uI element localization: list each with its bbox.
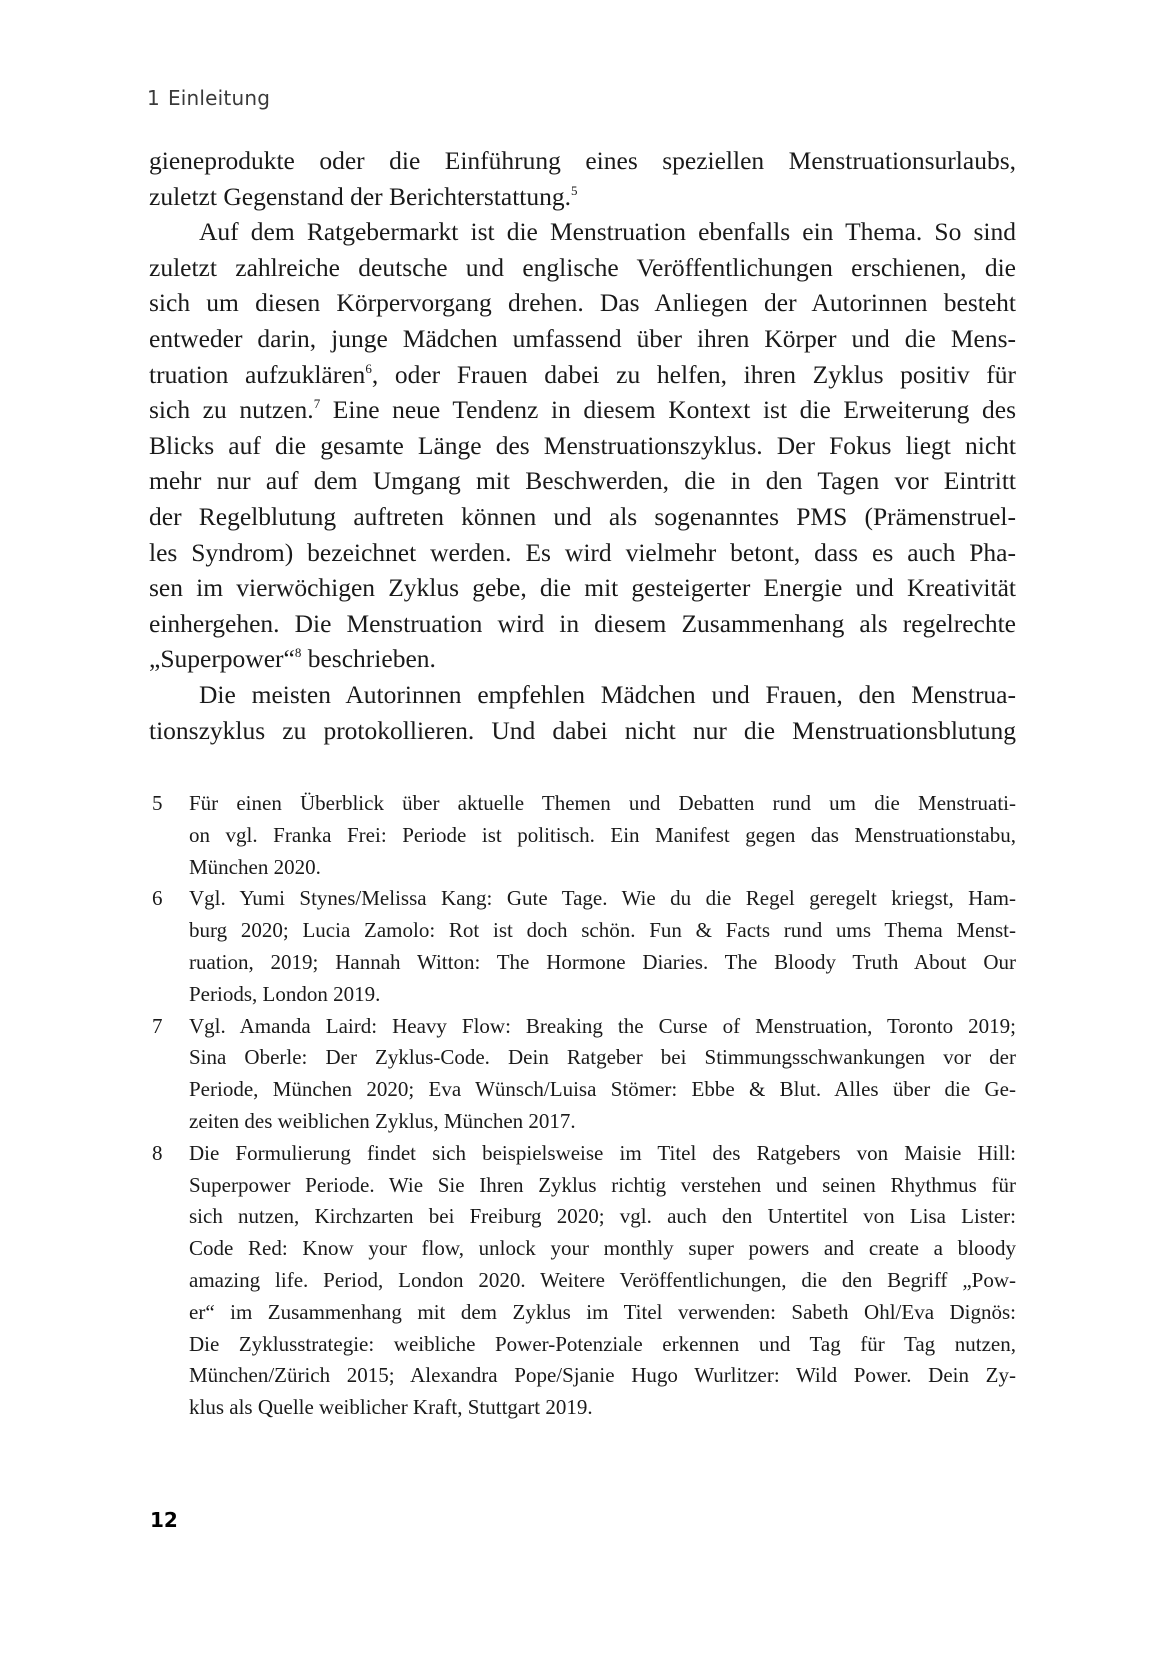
footnote-line: Die Zyklusstrategie: weibliche Power-Potenziale erkennen und Tag für Tag nutzen,	[189, 1331, 1016, 1356]
body-line-text: „Superpower“	[149, 644, 295, 674]
footnote-line: zeiten des weiblichen Zyklus, München 2017.	[189, 1108, 576, 1133]
body-line	[149, 570, 1016, 606]
footnote-number: 8	[152, 1140, 163, 1165]
footnote-line: ruation, 2019; Hannah Witton: The Hormone Diaries. The Bloody Truth About Our	[189, 949, 1016, 974]
footnote-reference[interactable]: 5	[571, 182, 578, 198]
footnote-5	[149, 788, 1016, 883]
footnote-number: 5	[152, 791, 163, 815]
footnote-line: Für einen Überblick über aktuelle Themen und Debatten rund um die Menstruati-	[189, 791, 1016, 815]
footnote-line: klus als Quelle weiblicher Kraft, Stuttgart 2019.	[189, 1395, 593, 1420]
body-line-text: Eine neue Tendenz in diesem Kontext ist die Erweiterung des	[320, 395, 1017, 425]
chapter-title: Einleitung	[167, 86, 271, 110]
footnote-line: er“ im Zusammenhang mit dem Zyklus im Titel verwenden: Sabeth Ohl/Eva Dignös:	[189, 1299, 1016, 1324]
footnote-line: Sina Oberle: Der Zyklus-Code. Dein Ratgeber bei Stimmungsschwankungen vor der	[189, 1045, 1016, 1070]
body-line	[149, 499, 1016, 535]
footnote-reference[interactable]: 6	[365, 360, 372, 376]
body-line-text: einhergehen. Die Menstruation wird in diesem Zusammenhang als regelrechte	[149, 608, 1016, 638]
footnote-line: Periods, London 2019.	[189, 981, 381, 1006]
body-line-text: beschrieben.	[301, 644, 436, 674]
body-line-text: mehr nur auf dem Umgang mit Beschwerden, die in den Tagen vor Eintritt	[149, 466, 1016, 496]
body-line-text: entweder darin, junge Mädchen umfassend über ihren Körper und die Mens-	[149, 323, 1016, 353]
body-line-text: zuletzt zahlreiche deutsche und englische Veröffentlichungen erschienen, die	[149, 252, 1016, 282]
body-line	[149, 250, 1016, 286]
footnote-line: Vgl. Yumi Stynes/Melissa Kang: Gute Tage. Wie du die Regel geregelt kriegst, Ham-	[189, 886, 1016, 911]
body-line	[149, 357, 1016, 393]
chapter-number: 1	[147, 86, 160, 110]
footnote-line: sich nutzen, Kirchzarten bei Freiburg 2020; vgl. auch den Untertitel von Lisa Lister:	[189, 1204, 1016, 1229]
body-line-text: les Syndrom) bezeichnet werden. Es wird vielmehr betont, dass es auch Pha-	[149, 537, 1016, 567]
footnote-7	[149, 1011, 1016, 1138]
body-line	[149, 713, 1016, 749]
running-head	[147, 86, 270, 110]
page-number: 12	[150, 1508, 178, 1532]
footnote-line: Vgl. Amanda Laird: Heavy Flow: Breaking the Curse of Menstruation, Toronto 2019;	[189, 1013, 1016, 1038]
body-line-text: gieneprodukte oder die Einführung eines speziellen Menstruationsurlaubs,	[149, 146, 1016, 175]
body-line-text: sich zu nutzen.	[149, 395, 314, 425]
body-line-text: truation aufzuklären	[149, 359, 366, 389]
footnote-8	[149, 1138, 1016, 1424]
body-line	[149, 143, 1016, 179]
body-line-text: , oder Frauen dabei zu helfen, ihren Zyklus positiv für	[371, 359, 1016, 389]
footnote-reference[interactable]: 8	[294, 645, 302, 661]
body-line-text: sich um diesen Körpervorgang drehen. Das Anliegen der Autorinnen besteht	[149, 288, 1016, 318]
body-line-text: tionszyklus zu protokollieren. Und dabei nicht nur die Menstruationsblutung	[149, 715, 1016, 745]
body-line-text: Blicks auf die gesamte Länge des Menstruationszyklus. Der Fokus liegt nicht	[149, 430, 1016, 460]
body-text	[149, 143, 1016, 748]
footnote-line: München/Zürich 2015; Alexandra Pope/Sjanie Hugo Wurlitzer: Wild Power. Dein Zy-	[189, 1363, 1016, 1388]
footnote-line: Code Red: Know your flow, unlock your monthly super powers and create a bloody	[189, 1236, 1016, 1261]
body-line	[149, 463, 1016, 499]
footnote-line: amazing life. Period, London 2020. Weitere Veröffentlichungen, die den Begriff „Pow-	[189, 1267, 1016, 1292]
body-line	[149, 214, 1016, 250]
body-line-text: Die meisten Autorinnen empfehlen Mädchen und Frauen, den Menstrua-	[199, 679, 1016, 709]
footnote-line: on vgl. Franka Frei: Periode ist politisch. Ein Manifest gegen das Menstruationstabu,	[189, 822, 1016, 847]
footnote-line: München 2020.	[189, 854, 321, 879]
footnote-6	[149, 883, 1016, 1010]
body-line	[149, 677, 1016, 713]
body-line	[149, 606, 1016, 642]
body-line	[149, 535, 1016, 571]
body-line	[149, 321, 1016, 357]
body-line-text: Auf dem Ratgebermarkt ist die Menstruation ebenfalls ein Thema. So sind	[199, 217, 1016, 247]
body-line	[149, 392, 1016, 428]
footnote-line: Superpower Periode. Wie Sie Ihren Zyklus richtig verstehen und seinen Rhythmus für	[189, 1172, 1016, 1197]
footnote-line: Periode, München 2020; Eva Wünsch/Luisa Stömer: Ebbe & Blut. Alles über die Ge-	[189, 1077, 1016, 1102]
body-line	[149, 428, 1016, 464]
footnote-line: Die Formulierung findet sich beispielsweise im Titel des Ratgebers von Maisie Hill:	[189, 1140, 1016, 1165]
body-line	[149, 179, 1016, 215]
body-line-text: zuletzt Gegenstand der Berichterstattung.	[149, 181, 572, 211]
body-line	[149, 641, 1016, 677]
footnote-number: 6	[152, 886, 163, 911]
footnotes-section	[149, 788, 1016, 1424]
body-line	[149, 285, 1016, 321]
body-line-text: der Regelblutung auftreten können und als sogenanntes PMS (Prämenstruel-	[149, 501, 1016, 531]
body-line-text: sen im vierwöchigen Zyklus gebe, die mit gesteigerter Energie und Kreativität	[149, 573, 1016, 603]
footnote-line: burg 2020; Lucia Zamolo: Rot ist doch schön. Fun & Facts rund ums Thema Menst-	[189, 918, 1016, 943]
footnote-number: 7	[152, 1013, 163, 1038]
footnote-reference[interactable]: 7	[313, 396, 321, 412]
